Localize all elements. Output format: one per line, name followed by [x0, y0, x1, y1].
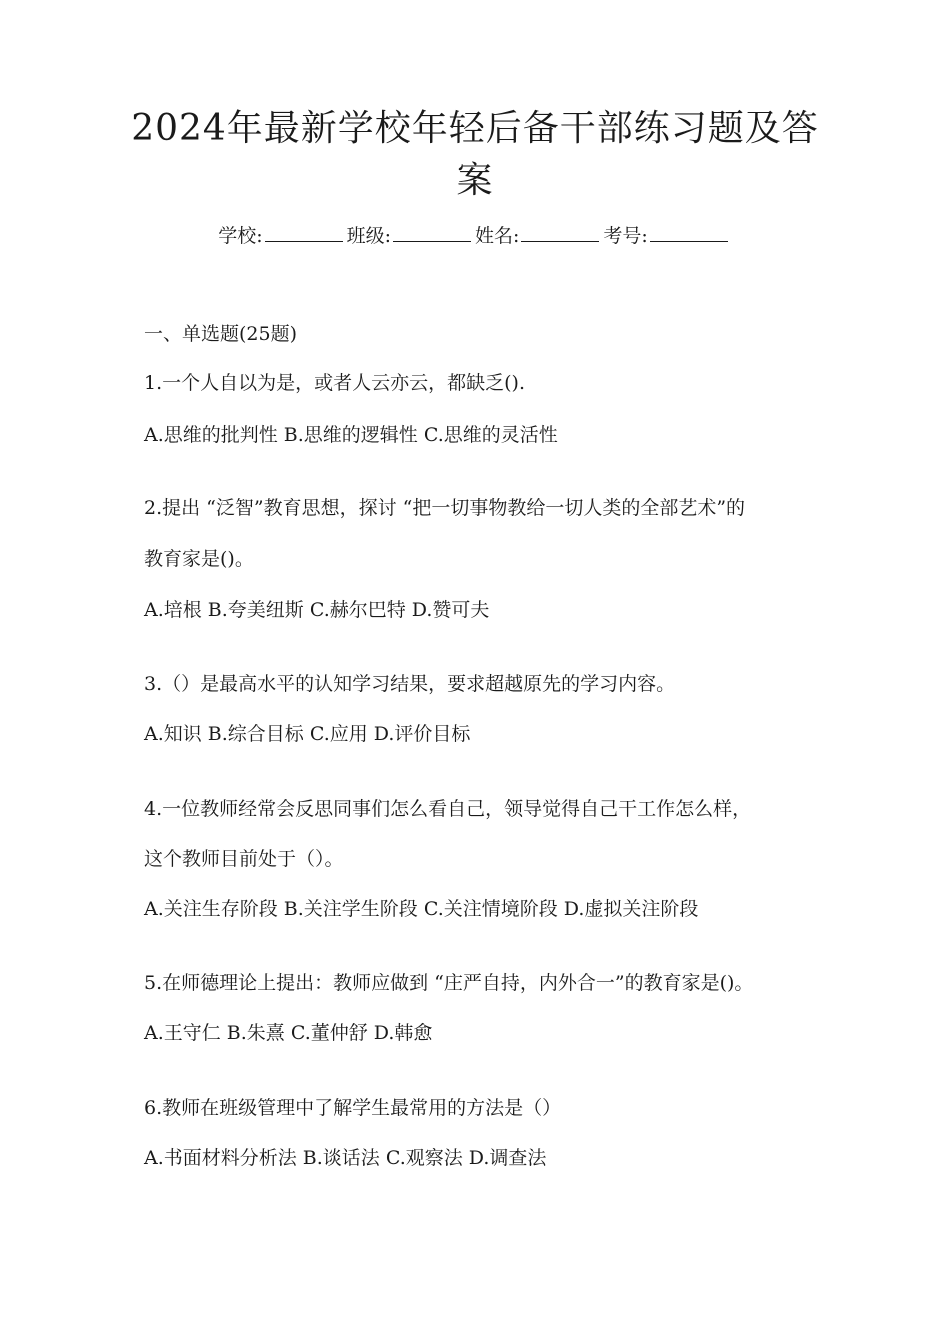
title-line-2: 案	[456, 160, 494, 201]
question-4-stem-line-2: 这个教师目前处于（）。	[144, 848, 344, 870]
name-blank	[521, 223, 599, 242]
question-5-options: A.王守仁 B.朱熹 C.董仲舒 D.韩愈	[144, 1022, 433, 1044]
school-blank	[265, 223, 343, 242]
question-2-stem-line-2: 教育家是()。	[144, 548, 254, 570]
question-2-options: A.培根 B.夸美纽斯 C.赫尔巴特 D.赞可夫	[144, 599, 490, 621]
student-info-row	[0, 222, 950, 250]
number-blank	[650, 223, 728, 242]
question-4-stem-line-1: 4.一位教师经常会反思同事们怎么看自己，领导觉得自己干工作怎么样，	[144, 798, 752, 820]
question-3-stem: 3.（）是最高水平的认知学习结果，要求超越原先的学习内容。	[144, 673, 676, 695]
question-1-stem: 1.一个人自以为是，或者人云亦云，都缺乏().	[144, 372, 525, 394]
number-field	[603, 222, 727, 250]
question-5-stem: 5.在师德理论上提出：教师应做到 “庄严自持，内外合一”的教育家是()。	[144, 972, 754, 994]
title-line-1: 2024年最新学校年轻后备干部练习题及答	[131, 108, 819, 149]
section-title: 一、单选题(25题)	[144, 323, 298, 345]
question-2-stem-line-1: 2.提出 “泛智”教育思想，探讨 “把一切事物教给一切人类的全部艺术”的	[144, 497, 746, 519]
name-field	[475, 222, 599, 250]
number-label: 考号:	[603, 225, 648, 247]
question-6-options: A.书面材料分析法 B.谈话法 C.观察法 D.调查法	[144, 1147, 547, 1169]
question-3-options: A.知识 B.综合目标 C.应用 D.评价目标	[144, 723, 471, 745]
school-label: 学校:	[218, 225, 263, 247]
class-blank	[393, 223, 471, 242]
class-label: 班级:	[346, 225, 391, 247]
class-field	[347, 222, 471, 250]
name-label: 姓名:	[475, 225, 520, 247]
school-field	[218, 222, 342, 250]
page-title	[100, 103, 850, 207]
question-1-options: A.思维的批判性 B.思维的逻辑性 C.思维的灵活性	[144, 424, 558, 446]
question-4-options: A.关注生存阶段 B.关注学生阶段 C.关注情境阶段 D.虚拟关注阶段	[144, 898, 699, 920]
question-6-stem: 6.教师在班级管理中了解学生最常用的方法是（）	[144, 1097, 562, 1119]
